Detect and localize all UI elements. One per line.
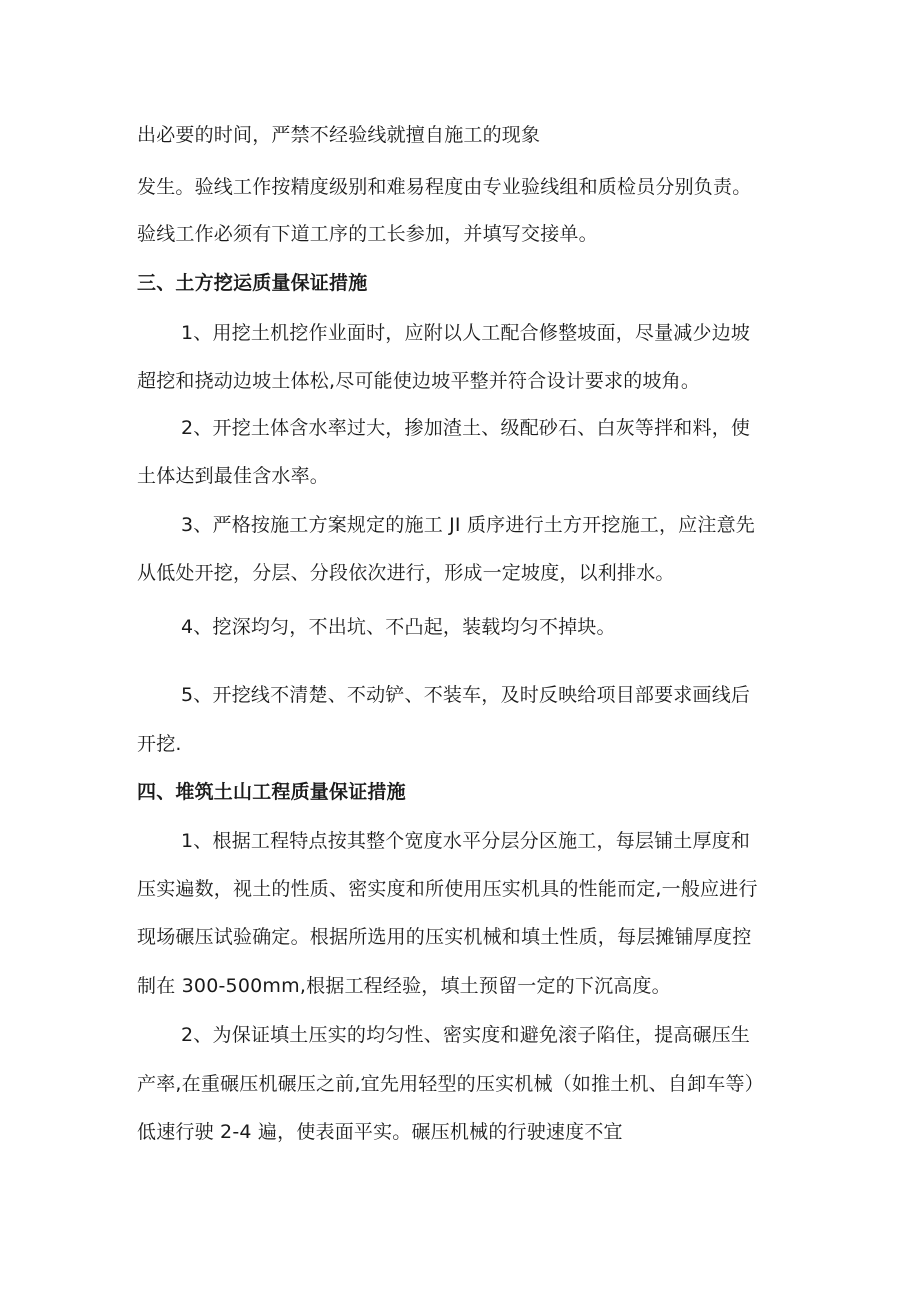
paragraph-line: 低速行驶 2-4 遍，使表面平实。碾压机械的行驶速度不宜 — [137, 1121, 623, 1143]
paragraph-line: 发生。验线工作按精度级别和难易程度由专业验线组和质检员分别负责。 — [137, 176, 752, 198]
paragraph-line: 制在 300-500mm,根据工程经验，填土预留一定的下沉高度。 — [137, 975, 671, 997]
paragraph-line: 出必要的时间，严禁不经验线就擅自施工的现象 — [137, 124, 541, 146]
paragraph-line: 2、开挖土体含水率过大，掺加渣土、级配砂石、白灰等拌和料，使 — [181, 417, 751, 439]
section-heading-4: 四、堆筑土山工程质量保证措施 — [137, 781, 406, 803]
paragraph-line: 现场碾压试验确定。根据所选用的压实机械和填土性质，每层摊铺厚度控 — [137, 926, 752, 948]
paragraph-line: 验线工作必须有下道工序的工长参加，并填写交接单。 — [137, 223, 598, 245]
paragraph-line: 2、为保证填土压实的均匀性、密实度和避免滚子陷住，提高碾压生 — [181, 1024, 751, 1046]
paragraph-line: 从低处开挖，分层、分段依次进行，形成一定坡度，以利排水。 — [137, 562, 675, 584]
paragraph-line: 超挖和挠动边坡土体松,尽可能使边坡平整并符合设计要求的坡角。 — [137, 370, 701, 392]
paragraph-line: 土体达到最佳含水率。 — [137, 465, 330, 487]
section-heading-3: 三、土方挖运质量保证措施 — [137, 272, 368, 294]
paragraph-line: 5、开挖线不清楚、不动铲、不装车，及时反映给项目部要求画线后 — [181, 684, 751, 706]
paragraph-line: 1、根据工程特点按其整个宽度水平分层分区施工，每层铺土厚度和 — [181, 830, 751, 852]
paragraph-line: 4、挖深均匀，不出坑、不凸起，装载均匀不掉块。 — [181, 616, 616, 638]
paragraph-line: 产率,在重碾压机碾压之前,宜先用轻型的压实机械（如推土机、自卸车等） — [137, 1073, 764, 1095]
paragraph-line: 压实遍数，视土的性质、密实度和所使用压实机具的性能而定,一般应进行 — [137, 878, 758, 900]
paragraph-line: 1、用挖土机挖作业面时，应附以人工配合修整坡面，尽量减少边坡 — [181, 322, 751, 344]
paragraph-line: 3、严格按施工方案规定的施工 JI 质序进行土方开挖施工，应注意先 — [181, 514, 755, 536]
paragraph-line: 开挖. — [137, 733, 182, 755]
